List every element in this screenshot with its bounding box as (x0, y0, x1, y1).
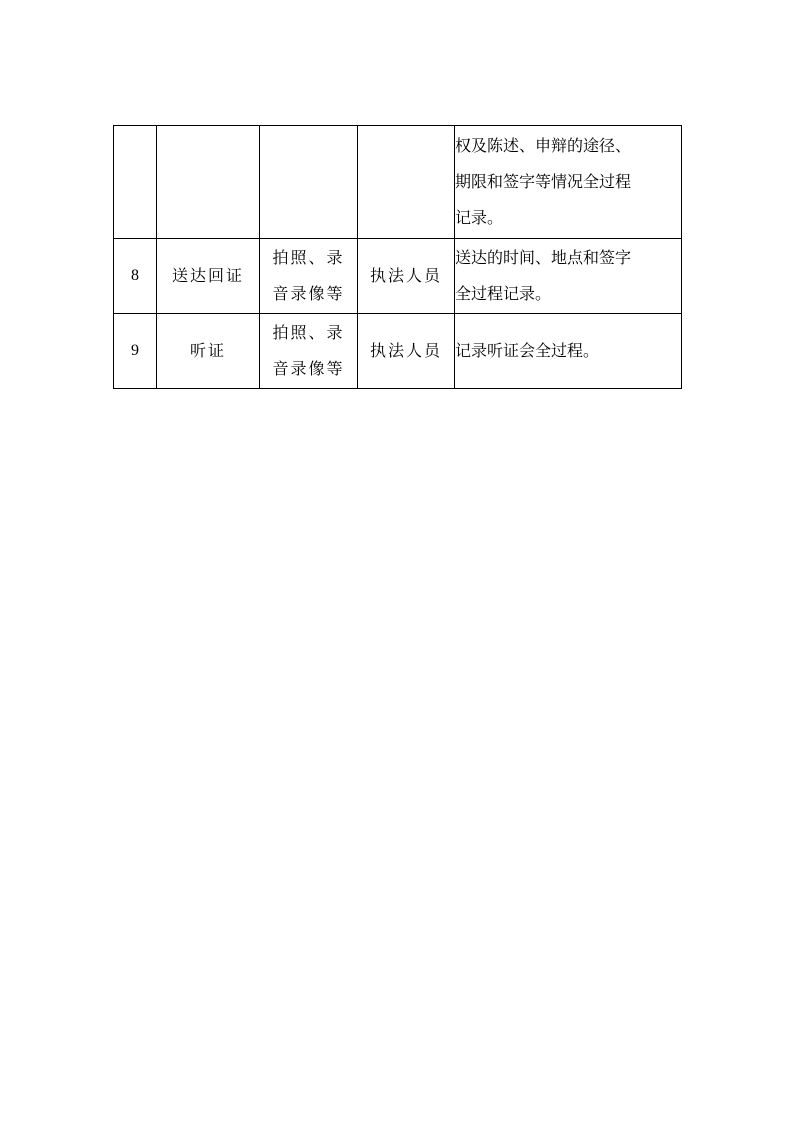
method-line: 音录像等 (272, 359, 345, 378)
method-cell (260, 314, 358, 389)
item-name: 送达回证 (157, 239, 260, 314)
method-cell (260, 239, 358, 314)
table-row (114, 314, 682, 389)
item-name: 听证 (157, 314, 260, 389)
description-cell (455, 239, 682, 314)
table-row-continued (114, 126, 682, 239)
method-cell-empty (260, 126, 358, 239)
description-cell (455, 126, 682, 239)
method-line: 拍照、录 (272, 248, 345, 267)
description-line: 期限和签字等情况全过程 (455, 172, 632, 191)
record-table (113, 125, 682, 389)
method-line: 拍照、录 (272, 323, 345, 342)
description-cell (455, 314, 682, 389)
description-line: 全过程记录。 (455, 284, 552, 303)
description-line: 权及陈述、申辩的途径、 (455, 136, 632, 155)
description-line: 记录听证会全过程。 (455, 341, 600, 360)
method-line: 音录像等 (272, 284, 345, 303)
row-number: 9 (114, 314, 157, 389)
description-line: 记录。 (455, 208, 504, 227)
personnel-cell: 执法人员 (358, 314, 455, 389)
number-cell-empty (114, 126, 157, 239)
row-number: 8 (114, 239, 157, 314)
item-cell-empty (157, 126, 260, 239)
table-row (114, 239, 682, 314)
description-line: 送达的时间、地点和签字 (455, 248, 632, 267)
personnel-cell: 执法人员 (358, 239, 455, 314)
personnel-cell-empty (358, 126, 455, 239)
